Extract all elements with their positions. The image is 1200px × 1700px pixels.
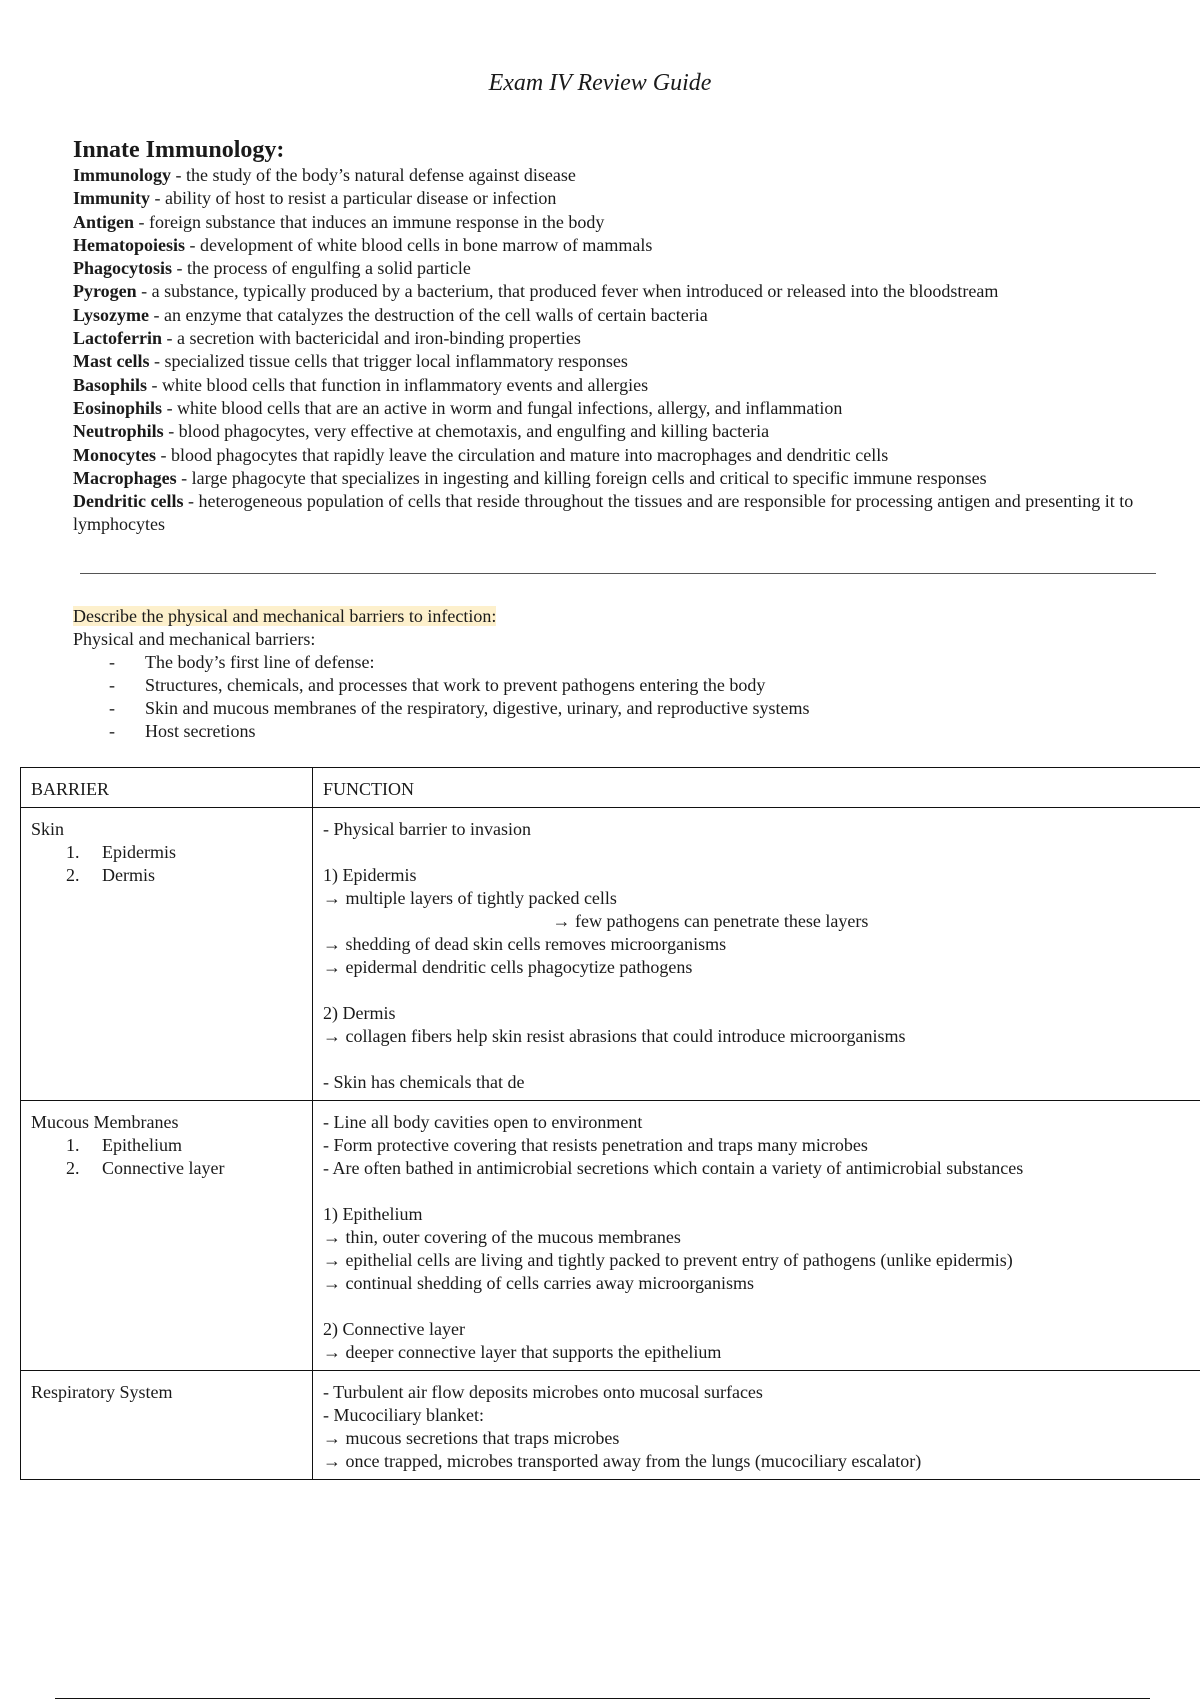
page-title: Exam IV Review Guide: [488, 70, 712, 96]
term-line: [73, 164, 1163, 187]
barrier-cell: [21, 808, 313, 1101]
term-name: Macrophages: [73, 467, 177, 488]
term-name: Dendritic cells: [73, 491, 184, 512]
term-name: Lysozyme: [73, 304, 149, 325]
bullet-text: Skin and mucous membranes of the respiratory, digestive, urinary, and reproductive systems: [145, 698, 810, 718]
function-line: → shedding of dead skin cells removes microorganisms: [323, 934, 727, 954]
barrier-subitem: 1. Epidermis: [66, 842, 176, 862]
table-row: [21, 1371, 1200, 1480]
function-line: → deeper connective layer that supports the epithelium: [323, 1342, 722, 1362]
function-line: → epithelial cells are living and tightly packed to prevent entry of pathogens (unlike epidermis): [323, 1250, 1013, 1270]
term-line: [73, 444, 1163, 467]
term-line: [73, 304, 1163, 327]
section-heading: Innate Immunology:: [73, 137, 285, 163]
term-definition: - ability of host to resist a particular disease or infection: [150, 188, 557, 209]
term-definition: - development of white blood cells in bone marrow of mammals: [185, 234, 653, 255]
question-intro: Physical and mechanical barriers:: [73, 629, 316, 649]
term-line: [73, 467, 1163, 490]
bullet-text: Host secretions: [145, 721, 256, 741]
table-row: [21, 1101, 1200, 1371]
term-line: [73, 234, 1163, 257]
barrier-table: [20, 767, 1200, 1480]
barrier-sublist: [31, 841, 302, 887]
function-line: → mucous secretions that traps microbes: [323, 1428, 620, 1448]
bullet-item: [73, 697, 1163, 720]
term-name: Neutrophils: [73, 421, 164, 442]
horizontal-rule: [80, 573, 1156, 574]
function-line: 2) Dermis: [323, 1003, 396, 1023]
highlighted-question: Describe the physical and mechanical barriers to infection:: [73, 606, 497, 626]
term-name: Monocytes: [73, 444, 156, 465]
term-line: [73, 420, 1163, 443]
question-block: [73, 605, 1163, 743]
term-name: Immunity: [73, 188, 151, 209]
term-definition: - the study of the body’s natural defense against disease: [171, 165, 576, 185]
term-name: Mast cells: [73, 351, 150, 372]
bullet-dash: -: [109, 721, 115, 741]
table-row: [21, 808, 1200, 1101]
function-line: → multiple layers of tightly packed cells: [323, 888, 617, 908]
term-definition: - heterogeneous population of cells that reside throughout the tissues and are responsible for processing antigen and presenting it to lymphocytes: [73, 491, 1134, 535]
subitem-text: Epithelium: [102, 1135, 182, 1155]
function-line: → epidermal dendritic cells phagocytize pathogens: [323, 957, 693, 977]
term-name: Phagocytosis: [73, 258, 172, 279]
innate-immunology-section: [73, 136, 1163, 537]
term-line: [73, 257, 1163, 280]
term-list: [73, 164, 1163, 537]
term-definition: - white blood cells that function in inflammatory events and allergies: [147, 374, 649, 395]
term-definition: - specialized tissue cells that trigger local inflammatory responses: [149, 351, 628, 372]
term-name: Eosinophils: [73, 397, 163, 418]
term-definition: - a substance, typically produced by a bacterium, that produced fever when introduced or released into the bloodstream: [136, 281, 999, 302]
function-line: 1) Epithelium: [323, 1204, 423, 1224]
term-definition: - the process of engulfing a solid particle: [172, 258, 471, 279]
term-name: Hematopoiesis: [73, 234, 185, 255]
term-name: Lactoferrin: [73, 328, 162, 349]
bullet-dash: -: [109, 652, 115, 672]
term-name: Immunology: [73, 165, 172, 185]
bullet-dash: -: [109, 675, 115, 695]
bullet-text: The body’s first line of defense:: [145, 652, 375, 672]
term-line: [73, 211, 1163, 234]
term-line: [73, 350, 1163, 373]
barrier-cell: [21, 1101, 313, 1371]
function-line: - Mucociliary blanket:: [323, 1405, 484, 1425]
term-name: Basophils: [73, 374, 148, 395]
barrier-subitem: 1. Epithelium: [66, 1135, 182, 1155]
term-line: [73, 280, 1163, 303]
term-definition: - blood phagocytes that rapidly leave the circulation and mature into macrophages and dendritic cells: [155, 444, 889, 465]
function-line: - Form protective covering that resists penetration and traps many microbes: [323, 1135, 868, 1155]
function-line: 2) Connective layer: [323, 1319, 465, 1339]
function-cell: [313, 1371, 1200, 1480]
term-line: [73, 397, 1163, 420]
term-definition: - large phagocyte that specializes in ingesting and killing foreign cells and critical to specific immune responses: [176, 467, 987, 488]
function-line: - Are often bathed in antimicrobial secretions which contain a variety of antimicrobial substances: [323, 1158, 1024, 1178]
function-line: → once trapped, microbes transported away from the lungs (mucociliary escalator): [323, 1451, 922, 1471]
barrier-sublist: [31, 1134, 302, 1180]
header-barrier: BARRIER: [21, 768, 313, 808]
term-line: [73, 490, 1163, 537]
function-line: - Turbulent air flow deposits microbes onto mucosal surfaces: [323, 1382, 763, 1402]
line-gap: [323, 979, 1194, 1002]
subitem-text: Epidermis: [102, 842, 176, 862]
line-gap: [323, 841, 1194, 864]
term-line: [73, 327, 1163, 350]
bullet-list: [73, 651, 1163, 743]
term-name: Antigen: [73, 211, 135, 232]
barrier-subitem: 2. Connective layer: [66, 1158, 225, 1178]
barrier-name: Mucous Membranes: [31, 1112, 179, 1132]
bullet-dash: -: [109, 698, 115, 718]
term-line: [73, 374, 1163, 397]
function-line: → collagen fibers help skin resist abrasions that could introduce microorganisms: [323, 1026, 906, 1046]
bullet-text: Structures, chemicals, and processes that work to prevent pathogens entering the body: [145, 675, 766, 695]
table-header-row: [21, 768, 1200, 808]
function-line: - Skin has chemicals that de: [323, 1072, 525, 1092]
bullet-item: [73, 651, 1163, 674]
function-cell: [313, 1101, 1200, 1371]
header-function: FUNCTION: [313, 768, 1200, 808]
function-line: → few pathogens can penetrate these layers: [323, 911, 869, 931]
function-line: → continual shedding of cells carries away microorganisms: [323, 1273, 755, 1293]
line-gap: [323, 1048, 1194, 1071]
barrier-name: Skin: [31, 819, 65, 839]
barrier-cell: [21, 1371, 313, 1480]
function-cell: [313, 808, 1200, 1101]
function-line: 1) Epidermis: [323, 865, 417, 885]
term-name: Pyrogen: [73, 281, 137, 302]
bullet-item: [73, 674, 1163, 697]
term-definition: - foreign substance that induces an immune response in the body: [134, 211, 605, 232]
term-definition: - white blood cells that are an active in worm and fungal infections, allergy, and inflammation: [162, 397, 843, 418]
function-line: → thin, outer covering of the mucous membranes: [323, 1227, 681, 1247]
bullet-item: [73, 720, 1163, 743]
line-gap: [323, 1295, 1194, 1318]
term-definition: - a secretion with bactericidal and iron-binding properties: [161, 328, 581, 349]
function-line: - Physical barrier to invasion: [323, 819, 531, 839]
subitem-text: Dermis: [102, 865, 155, 885]
term-definition: - an enzyme that catalyzes the destruction of the cell walls of certain bacteria: [149, 304, 708, 325]
line-gap: [323, 1180, 1194, 1203]
barrier-name: Respiratory System: [31, 1382, 173, 1402]
term-line: [73, 187, 1163, 210]
function-line: - Line all body cavities open to environment: [323, 1112, 643, 1132]
term-definition: - blood phagocytes, very effective at chemotaxis, and engulfing and killing bacteria: [163, 421, 770, 442]
footer-rule: [55, 1698, 1150, 1699]
barrier-subitem: 2. Dermis: [66, 865, 155, 885]
subitem-text: Connective layer: [102, 1158, 225, 1178]
